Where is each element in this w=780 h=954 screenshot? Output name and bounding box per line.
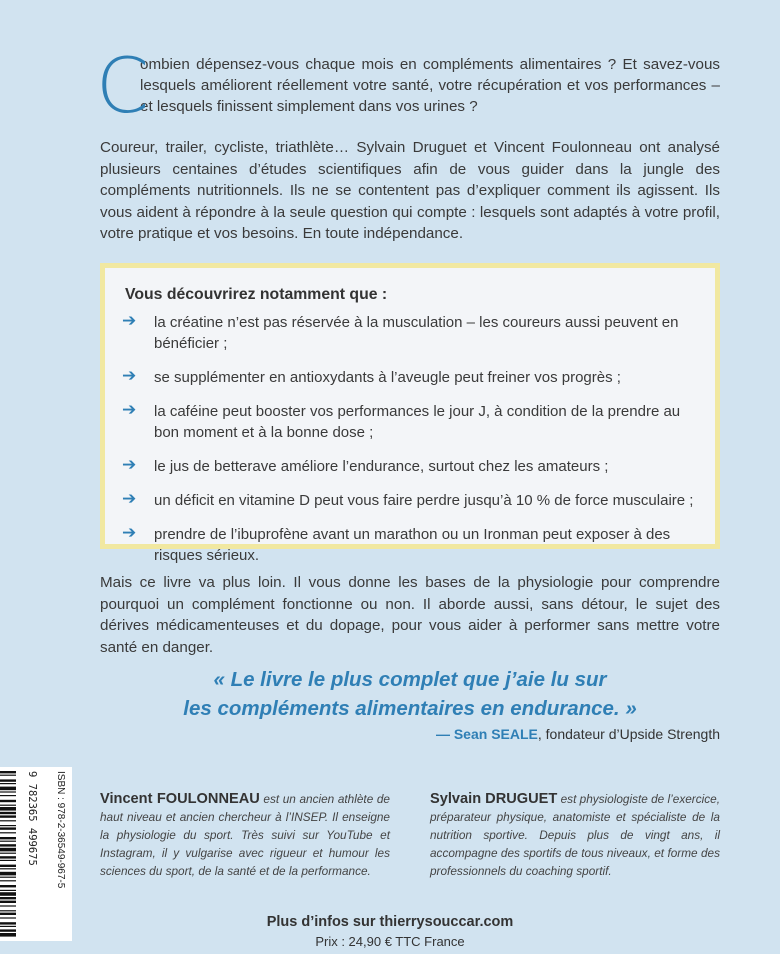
barcode-bar [0, 856, 16, 858]
barcode-bar [0, 805, 16, 806]
right-arrow-icon: ➔ [122, 400, 137, 420]
barcode-bar [0, 885, 16, 887]
attribution-author: Sean SEALE [453, 726, 538, 742]
barcode-bar [0, 872, 16, 876]
author-bio-text: est physiologiste de l’exercice, préparateur physique, anatomiste et spécialiste de la nutrition sportive. Depuis plus de vingt ans, il accompagne des sportifs de tous niveaux, et forme des professionnels du coaching sportif. [430, 792, 720, 878]
right-arrow-icon: ➔ [122, 523, 137, 543]
barcode-bar [0, 775, 16, 776]
list-item [122, 312, 697, 354]
barcode-bar [0, 827, 16, 829]
author-bio-text: est un ancien athlète de haut niveau et ancien chercheur à l’INSEP. Il enseigne la physiologie du sport. Très suivi sur YouTube et Instagram, il y vulgarise avec rigueur et humour les sciences du sport, de la santé et de la performance. [100, 792, 390, 878]
closing-paragraph: Mais ce livre va plus loin. Il vous donne les bases de la physiologie pour comprendre pourquoi un complément fonctionne ou non. Il aborde aussi, sans détour, le sujet des dérives médicamenteuses et du dopage, pour vous aider à performer sans mettre votre santé en danger. [100, 574, 720, 656]
right-arrow-icon: ➔ [122, 455, 137, 475]
barcode-bar [0, 771, 16, 773]
barcode-bar [0, 815, 16, 817]
publisher-link[interactable]: Plus d’infos sur thierrysouccar.com [266, 914, 514, 930]
drop-cap: C [96, 41, 150, 130]
highlights-list [122, 312, 697, 579]
barcode-bar [0, 841, 16, 842]
barcode-bar [0, 877, 16, 878]
barcode-bar [0, 825, 16, 826]
barcode-bar [0, 853, 16, 854]
attribution-dash: — [435, 726, 450, 742]
barcode-bar [0, 783, 16, 784]
right-arrow-icon: ➔ [122, 366, 137, 386]
author-bio-druguet [430, 790, 720, 880]
barcode-bar [0, 890, 16, 891]
barcode-bar [0, 897, 16, 899]
barcode-bar [0, 832, 16, 833]
barcode-bar [0, 865, 16, 867]
barcode-bar [0, 837, 16, 839]
barcode-bar [0, 844, 16, 846]
testimonial-quote [100, 665, 720, 723]
right-arrow-icon: ➔ [122, 311, 137, 331]
barcode-isbn: ISBN : 978-2-36549-967-5 [55, 771, 66, 889]
list-item-text: un déficit en vitamine D peut vous faire perdre jusqu’à 10 % de force musculaire ; [154, 492, 694, 509]
barcode-bar [0, 860, 16, 861]
list-item [122, 367, 697, 388]
list-item [122, 490, 697, 511]
highlights-box [100, 263, 720, 564]
summary-paragraph: Coureur, trailer, cycliste, triathlète… Sylvain Druguet et Vincent Foulonneau ont analysé plusieurs centaines d’études scientifiques afin de vous guider dans la jungle des compléments nutritionnels. Ils ne se contentent pas d’expliquer comment ils agissent. Ils vous aident à répondre à la seule question qui compte : lesquels sont adaptés à votre profil, votre pratique et vos besoins. En toute indépendance. [100, 139, 720, 242]
list-item-text: se supplémenter en antioxydants à l’aveugle peut freiner vos progrès ; [154, 369, 621, 386]
barcode-bar [0, 880, 16, 881]
barcode-bar [0, 905, 16, 906]
list-item-text: la créatine n’est pas réservée à la musculation – les coureurs aussi peuvent en bénéficier ; [154, 314, 679, 352]
right-arrow-icon: ➔ [122, 489, 137, 509]
barcode-bar [0, 820, 16, 821]
barcode-bar [0, 787, 16, 791]
quote-line-2: les compléments alimentaires en endurance. » [183, 697, 637, 720]
barcode-bar [0, 868, 16, 869]
quote-attribution [436, 726, 720, 742]
barcode-bar [0, 807, 16, 811]
barcode-digits: 9 782365 499675 [26, 771, 38, 866]
price: Prix : 24,90 € TTC France [315, 934, 465, 949]
barcode-bar [0, 812, 16, 814]
list-item-text: le jus de betterave améliore l’endurance, surtout chez les amateurs ; [154, 458, 609, 475]
intro-paragraph [96, 41, 720, 130]
quote-line-1: « Le livre le plus complet que j’aie lu sur [213, 668, 607, 691]
barcode-bar [0, 848, 16, 852]
list-item [122, 524, 697, 566]
attribution-role: , fondateur d’Upside Strength [537, 726, 720, 742]
barcode-bar [0, 795, 16, 796]
barcode-bar [0, 892, 16, 896]
author-name: Vincent FOULONNEAU [100, 791, 260, 807]
list-item-text: la caféine peut booster vos performances le jour J, à condition de la prendre au bon moment et à la bonne dose ; [154, 403, 681, 441]
author-name: Sylvain DRUGUET [430, 791, 558, 807]
footer [0, 912, 780, 951]
list-item [122, 401, 697, 443]
barcode-bar [0, 779, 16, 781]
barcode-bar [0, 791, 16, 792]
intro-text: ombien dépensez-vous chaque mois en compléments alimentaires ? Et savez-vous lesquels améliorent réellement votre santé, votre récupération et vos performances – et lesquels finissent simplement dans vos urines ? [140, 56, 720, 115]
highlights-title: Vous découvrirez notamment que : [125, 286, 388, 303]
list-item-text: prendre de l’ibuprofène avant un marathon ou un Ironman peut exposer à des risques sérieux. [154, 526, 671, 564]
barcode-bar [0, 800, 16, 802]
barcode-bar [0, 901, 16, 903]
author-bio-foulonneau [100, 790, 390, 880]
list-item [122, 456, 697, 477]
